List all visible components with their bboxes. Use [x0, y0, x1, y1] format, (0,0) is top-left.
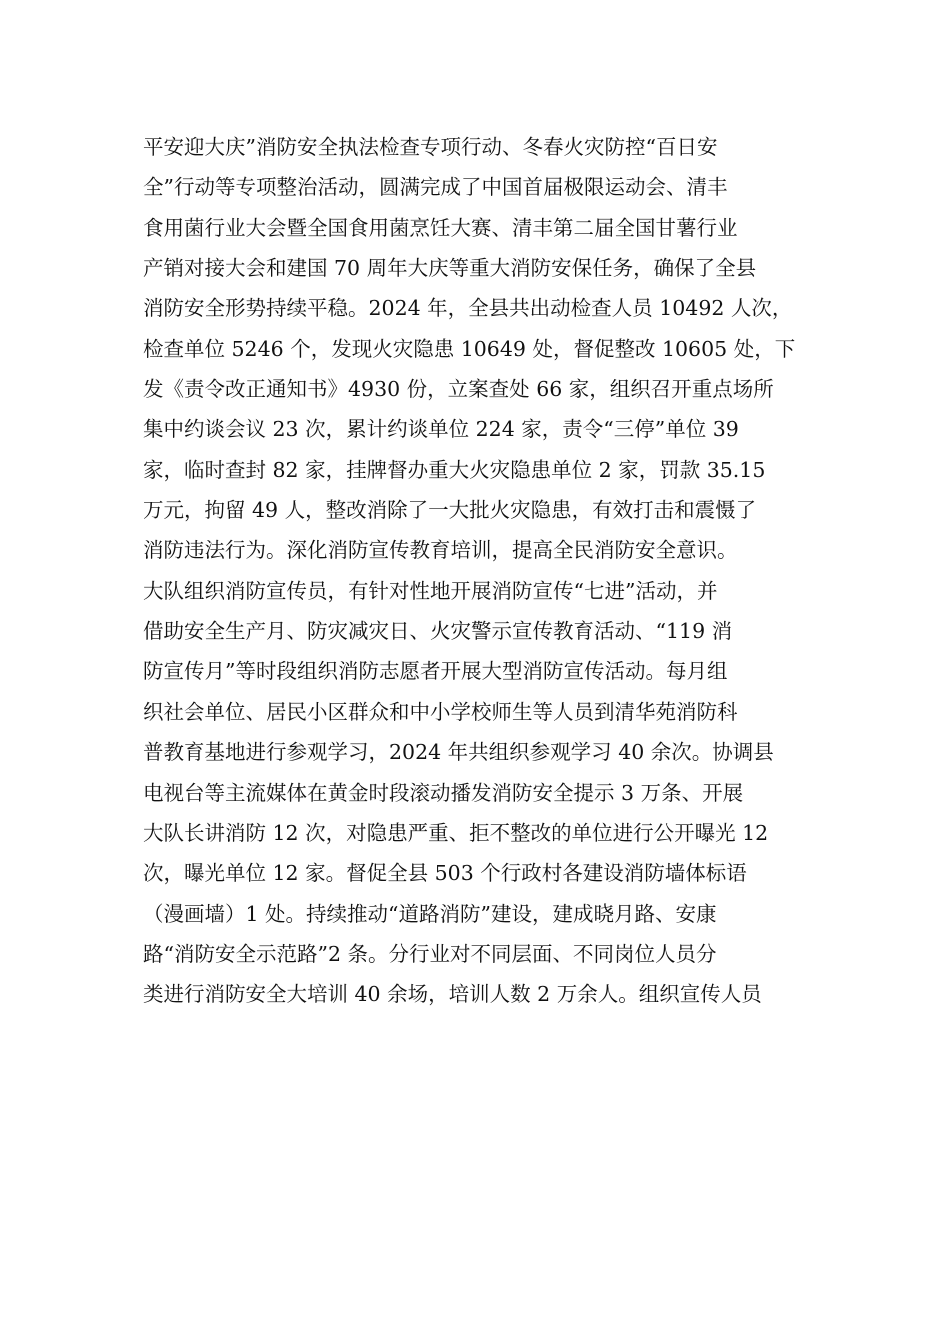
text-line: 家，临时查封 82 家，挂牌督办重大火灾隐患单位 2 家，罚款 35.15: [143, 457, 766, 482]
text-line: 电视台等主流媒体在黄金时段滚动播发消防安全提示 3 万条、开展: [143, 780, 744, 805]
text-line: 防宣传月”等时段组织消防志愿者开展大型消防宣传活动。每月组: [143, 659, 728, 684]
text-line: 全”行动等专项整治活动，圆满完成了中国首届极限运动会、清丰: [143, 175, 728, 200]
text-line: 消防安全形势持续平稳。2024 年，全县共出动检查人员 10492 人次，: [143, 296, 793, 321]
text-line: 次，曝光单位 12 家。督促全县 503 个行政村各建设消防墙体标语: [143, 861, 747, 886]
text-line: 大队长讲消防 12 次，对隐患严重、拒不整改的单位进行公开曝光 12: [143, 820, 769, 845]
text-line: （漫画墙）1 处。持续推动“道路消防”建设，建成晓月路、安康: [143, 901, 717, 926]
body-paragraph: [143, 127, 823, 1015]
text-line: 集中约谈会议 23 次，累计约谈单位 224 家，责令“三停”单位 39: [143, 417, 739, 442]
text-line: 检查单位 5246 个，发现火灾隐患 10649 处，督促整改 10605 处，下: [143, 336, 796, 361]
text-line: 万元，拘留 49 人，整改消除了一大批火灾隐患，有效打击和震慑了: [143, 498, 757, 523]
text-line: 路“消防安全示范路”2 条。分行业对不同层面、不同岗位人员分: [143, 941, 717, 966]
text-line: 织社会单位、居民小区群众和中小学校师生等人员到清华苑消防科: [143, 699, 738, 724]
text-line: 产销对接大会和建国 70 周年大庆等重大消防安保任务，确保了全县: [143, 256, 757, 281]
text-line: 类进行消防安全大培训 40 余场，培训人数 2 万余人。组织宣传人员: [143, 982, 762, 1007]
text-line: 借助安全生产月、防灾减灾日、火灾警示宣传教育活动、“119 消: [143, 619, 733, 644]
text-line: 食用菌行业大会暨全国食用菌烹饪大赛、清丰第二届全国甘薯行业: [143, 215, 738, 240]
text-line: 大队组织消防宣传员，有针对性地开展消防宣传“七进”活动，并: [143, 578, 718, 603]
text-line: 平安迎大庆”消防安全执法检查专项行动、冬春火灾防控“百日安: [143, 135, 718, 159]
text-line: 发《责令改正通知书》4930 份，立案查处 66 家，组织召开重点场所: [143, 377, 774, 402]
text-line: 普教育基地进行参观学习，2024 年共组织参观学习 40 余次。协调县: [143, 740, 774, 765]
text-line: 消防违法行为。深化消防宣传教育培训，提高全民消防安全意识。: [143, 538, 738, 563]
